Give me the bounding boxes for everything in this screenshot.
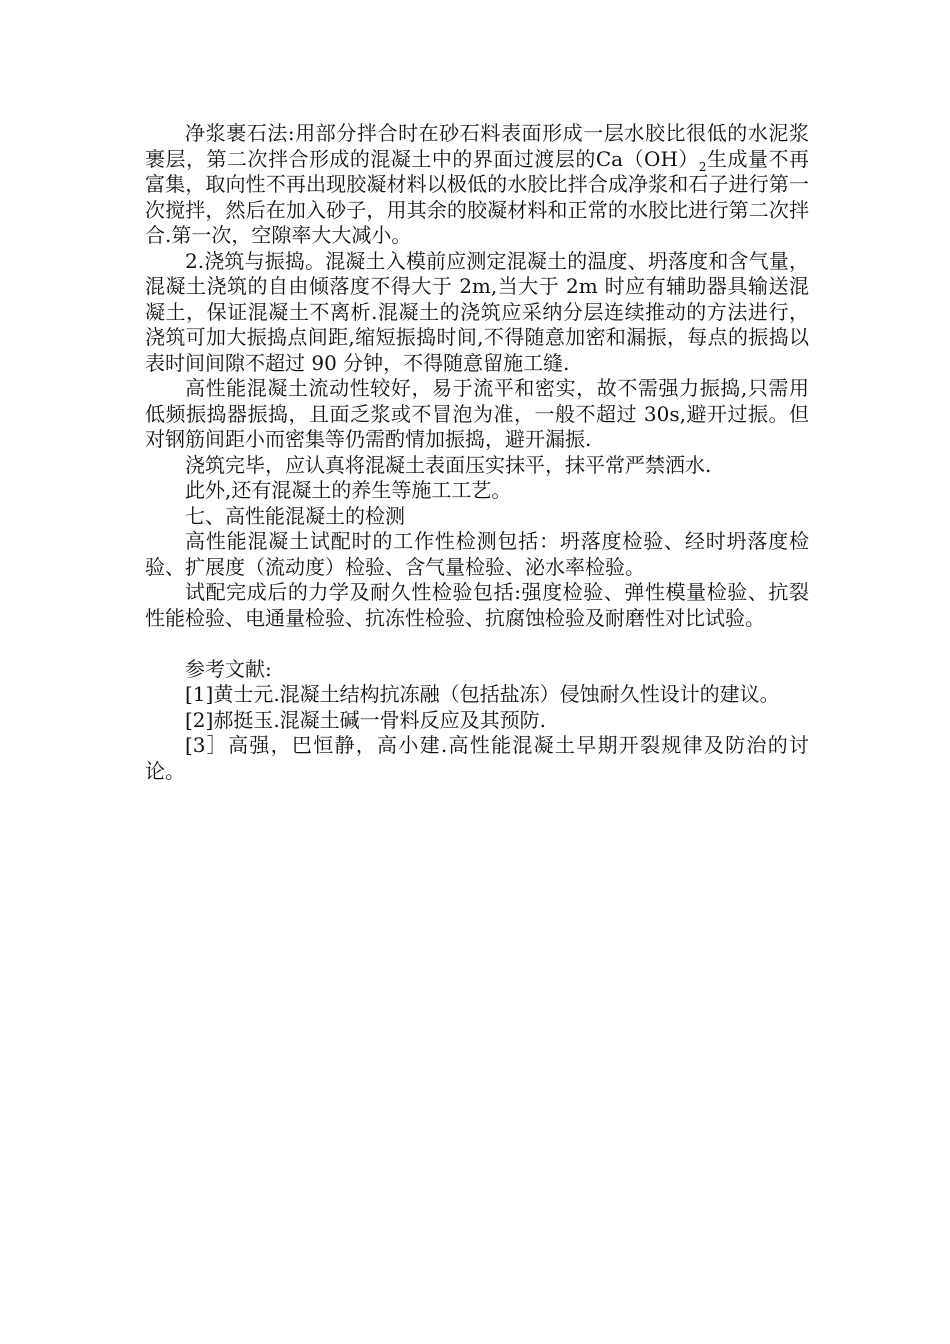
paragraph-text: 生成量不再富集，取向性不再出现胶凝材料以极低的水胶比拌合成净浆和石子进行第一次搅拌，然后在加入砂子，用其余的胶凝材料和正常的水胶比进行第二次拌合.第一次，空隙率大大减小。 — [145, 146, 809, 247]
paragraph-pouring-vibrating: 2.浇筑与振捣。混凝土入模前应测定混凝土的温度、坍落度和含气量，混凝土浇筑的自由倾落度不得大于 2m,当大于 2m 时应有辅助器具输送混凝土，保证混凝土不离析.混凝土的浇筑应采纳分层连续推动的方法进行，浇筑可加大振捣点间距,缩短振捣时间,不得随意加密和漏振，每点的振捣以表时间间隙不超过 90 分钟，不得随意留施工缝. — [145, 248, 809, 375]
paragraph-fluidity: 高性能混凝土流动性较好，易于流平和密实，故不需强力振捣,只需用低频振捣器振捣，且面乏浆或不冒泡为准，一般不超过 30s,避开过振。但对钢筋间距小而密集等仍需酌情加振捣，避开漏振. — [145, 376, 809, 451]
blank-line — [145, 631, 809, 657]
paragraph-text: 净浆裹石法:用部分拌合时在砂石料表面形成一层水胶比很低的水泥浆裹层，第二次拌合形成的混凝土中的界面过渡层的Ca（OH） — [145, 121, 809, 171]
reference-item: [2]郝挺玉.混凝土碱一骨料反应及其预防. — [185, 707, 547, 732]
section-heading: 七、高性能混凝土的检测 — [185, 503, 405, 528]
subscript-text: 2 — [698, 159, 707, 174]
paragraph-curing: 此外,还有混凝土的养生等施工工艺。 — [185, 478, 512, 502]
paragraph-finishing: 浇筑完毕，应认真将混凝土表面压实抹平，抹平常严禁洒水. — [185, 452, 712, 477]
paragraph-workability-tests: 高性能混凝土试配时的工作性检测包括：坍落度检验、经时坍落度检验、扩展度（流动度）检验、含气量检验、泌水率检验。 — [145, 529, 809, 579]
paragraph-cement-wrapping — [145, 121, 809, 249]
document-body — [145, 121, 809, 784]
reference-item: [3］高强，巴恒静，高小建.高性能混凝土早期开裂规律及防治的讨论。 — [145, 733, 809, 783]
references-heading: 参考文献: — [185, 656, 272, 681]
reference-item: [1]黄士元.混凝土结构抗冻融（包括盐冻）侵蚀耐久性设计的建议。 — [185, 682, 780, 706]
paragraph-durability-tests: 试配完成后的力学及耐久性检验包括:强度检验、弹性模量检验、抗裂性能检验、电通量检验、抗冻性检验、抗腐蚀检验及耐磨性对比试验。 — [145, 580, 809, 630]
